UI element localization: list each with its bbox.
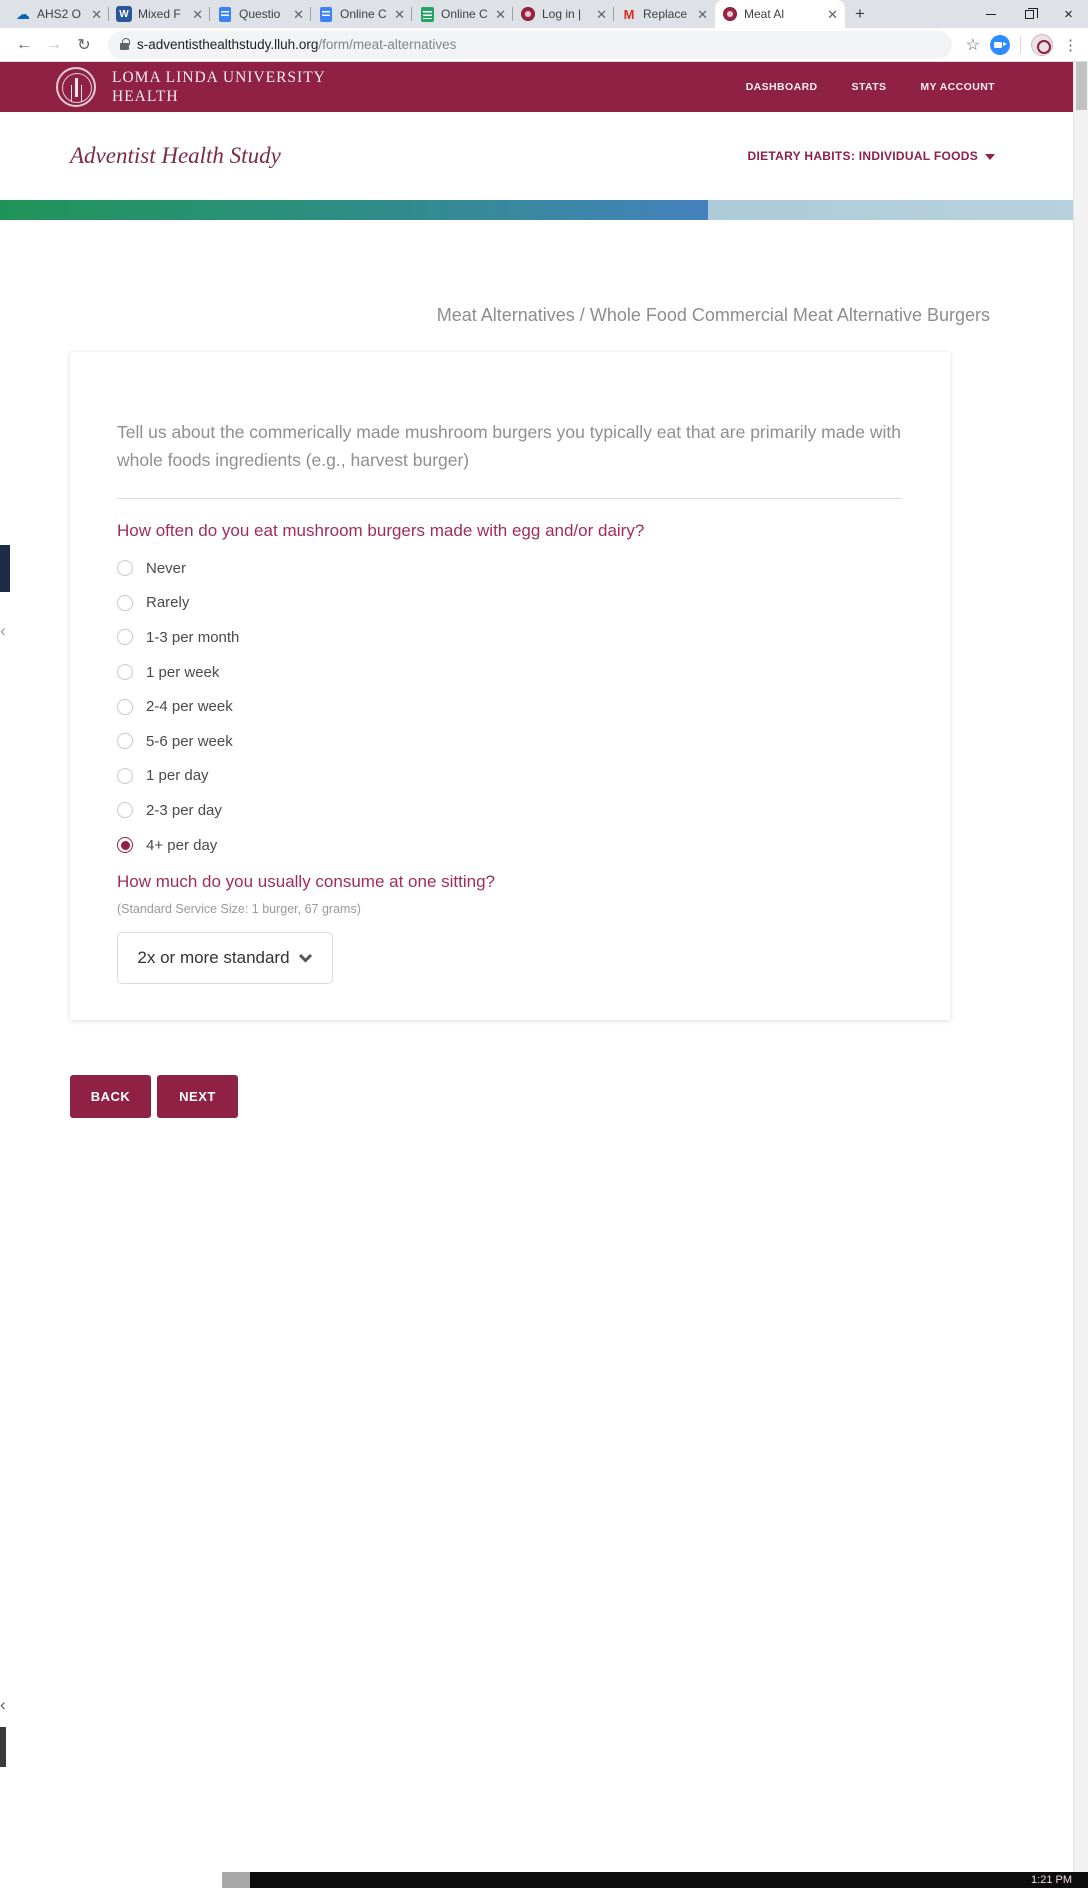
nav-my-account[interactable]: MY ACCOUNT — [920, 81, 995, 93]
profile-avatar[interactable] — [1031, 34, 1053, 56]
site-header — [0, 62, 1073, 112]
llu-seal-logo[interactable] — [56, 67, 96, 107]
breadcrumb-current: Whole Food Commercial Meat Alternative Burgers — [589, 305, 990, 325]
radio-icon[interactable] — [117, 699, 133, 715]
radio-icon[interactable] — [117, 664, 133, 680]
left-edge-strip — [0, 1727, 6, 1767]
tab-ahs2[interactable] — [8, 0, 109, 28]
section-dropdown-label: DIETARY HABITS: INDIVIDUAL FOODS — [747, 149, 978, 163]
close-icon[interactable]: ✕ — [495, 6, 506, 22]
close-icon[interactable]: ✕ — [596, 6, 607, 22]
taskbar-bar — [250, 1872, 1088, 1888]
url-text — [137, 37, 456, 52]
left-edge-widget-tab[interactable] — [0, 545, 10, 592]
radio-label: 2-4 per week — [146, 698, 233, 716]
radio-option-1-per-week[interactable] — [117, 655, 902, 690]
radio-option-1-3-per-month[interactable] — [117, 620, 902, 655]
radio-label: Rarely — [146, 594, 190, 612]
radio-icon[interactable] — [117, 595, 133, 611]
radio-label: 4+ per day — [146, 836, 218, 854]
radio-option-2-4-per-week[interactable] — [117, 689, 902, 724]
browser-toolbar — [0, 28, 1088, 62]
study-title: Adventist Health Study — [70, 143, 281, 168]
radio-icon[interactable] — [117, 802, 133, 818]
word-icon: W — [116, 6, 132, 22]
study-subheader — [0, 112, 1073, 200]
tab-questio[interactable] — [210, 0, 311, 28]
tab-replace[interactable] — [614, 0, 715, 28]
window-close-button[interactable]: × — [1064, 5, 1073, 23]
frequency-question-label: How often do you eat mushroom burgers made with egg and/or dairy? — [117, 521, 645, 540]
site-logo-wordmark[interactable] — [112, 68, 326, 107]
chevron-down-icon — [985, 154, 995, 160]
google-doc-icon — [217, 6, 233, 22]
radio-label: 5-6 per week — [146, 732, 233, 750]
tab-title: Log in | — [542, 7, 582, 21]
radio-label: Never — [146, 559, 187, 577]
close-icon[interactable]: ✕ — [827, 6, 838, 22]
tab-mixed[interactable] — [109, 0, 210, 28]
tab-title: Online C — [340, 7, 387, 21]
forward-icon[interactable]: → — [46, 35, 62, 53]
toolbar-divider — [1020, 36, 1021, 54]
radio-label: 1 per week — [146, 663, 220, 681]
tab-online-sheet[interactable] — [412, 0, 513, 28]
close-icon[interactable]: ✕ — [192, 6, 203, 22]
card-divider — [117, 498, 902, 499]
tab-title: Replace — [643, 7, 688, 21]
breadcrumb-parent[interactable]: Meat Alternatives / — [436, 305, 585, 325]
reload-icon[interactable]: ↻ — [77, 36, 91, 54]
tab-strip — [0, 0, 1088, 28]
scrollbar-thumb[interactable] — [1076, 62, 1087, 110]
progress-remaining — [708, 200, 1073, 220]
radio-option-1-per-day[interactable] — [117, 759, 902, 794]
radio-icon[interactable] — [117, 629, 133, 645]
restore-button[interactable] — [1010, 0, 1049, 28]
back-icon[interactable]: ← — [16, 35, 32, 53]
radio-option-rarely[interactable] — [117, 586, 902, 621]
google-doc-icon — [318, 6, 334, 22]
radio-icon[interactable] — [117, 733, 133, 749]
close-icon[interactable]: ✕ — [293, 6, 304, 22]
page-scrollbar[interactable] — [1073, 62, 1088, 1872]
tab-title: Meat Al — [744, 7, 785, 21]
site-nav — [746, 81, 995, 93]
left-edge-chevron-icon[interactable]: ‹ — [0, 621, 6, 640]
logo-line1: LOMA LINDA UNIVERSITY — [112, 68, 326, 86]
close-icon[interactable]: ✕ — [697, 6, 708, 22]
gmail-icon: M — [623, 6, 635, 22]
radio-option-never[interactable] — [117, 551, 902, 586]
radio-icon[interactable] — [117, 768, 133, 784]
next-button[interactable]: NEXT — [157, 1075, 238, 1118]
window-controls — [971, 0, 1088, 28]
frequency-options — [117, 551, 902, 862]
section-dropdown[interactable] — [748, 149, 996, 163]
radio-icon[interactable] — [117, 560, 133, 576]
question-card — [70, 352, 950, 1020]
progress-bar — [0, 200, 1073, 220]
tab-meat-alternatives-active[interactable] — [715, 0, 845, 28]
video-extension-icon[interactable] — [990, 35, 1010, 55]
radio-option-4-plus-per-day-selected[interactable] — [117, 828, 902, 863]
serving-amount-value: 2x or more standard — [137, 948, 290, 968]
form-actions — [70, 1075, 238, 1118]
radio-option-5-6-per-week[interactable] — [117, 724, 902, 759]
taskbar-sliver — [0, 1872, 1088, 1888]
new-tab-button[interactable]: + — [855, 4, 865, 23]
left-edge-chevron-icon[interactable]: ‹ — [0, 1695, 6, 1714]
minimize-button[interactable] — [971, 0, 1010, 28]
llu-seal-icon — [520, 6, 536, 22]
taskbar-app-square — [222, 1872, 250, 1888]
tab-title: Online C — [441, 7, 488, 21]
breadcrumb — [437, 305, 990, 326]
tab-online-doc[interactable] — [311, 0, 412, 28]
serving-question-label: How much do you usually consume at one sitting? — [117, 872, 495, 892]
logo-line2: HEALTH — [112, 88, 179, 105]
progress-completed — [0, 200, 708, 220]
radio-option-2-3-per-day[interactable] — [117, 793, 902, 828]
llu-seal-icon — [722, 6, 738, 22]
google-sheet-icon — [419, 6, 435, 22]
tab-title: Mixed F — [138, 7, 181, 21]
radio-label: 1-3 per month — [146, 628, 240, 646]
radio-label: 2-3 per day — [146, 801, 222, 819]
lock-icon[interactable] — [120, 43, 129, 50]
menu-kebab-icon[interactable]: ⋮ — [1063, 36, 1078, 54]
nav-dashboard[interactable]: DASHBOARD — [745, 81, 818, 93]
back-button[interactable]: BACK — [70, 1075, 151, 1118]
taskbar-clock: 1:21 PM — [1031, 1874, 1072, 1886]
radio-icon[interactable] — [117, 837, 133, 853]
radio-label: 1 per day — [146, 767, 209, 785]
close-icon[interactable]: ✕ — [394, 6, 405, 22]
serving-amount-select[interactable] — [117, 932, 333, 984]
tab-login[interactable] — [513, 0, 614, 28]
serving-size-hint: (Standard Service Size: 1 burger, 67 grams) — [117, 902, 361, 917]
question-intro: Tell us about the commerically made mushroom burgers you typically eat that are primarily made with whole foods ingredients (e.g., harvest burger) — [117, 422, 901, 470]
chevron-down-icon — [298, 953, 313, 963]
bookmark-star-icon[interactable]: ☆ — [965, 36, 980, 54]
onedrive-cloud-icon: ☁ — [16, 5, 30, 22]
tab-title: Questio — [239, 7, 281, 21]
address-bar[interactable] — [108, 31, 952, 59]
url-path: /form/meat-alternatives — [318, 37, 457, 52]
url-domain: s-adventisthealthstudy.lluh.org — [137, 37, 319, 52]
tab-title: AHS2 O — [37, 7, 82, 21]
close-icon[interactable]: ✕ — [91, 6, 102, 22]
nav-stats[interactable]: STATS — [851, 81, 887, 93]
